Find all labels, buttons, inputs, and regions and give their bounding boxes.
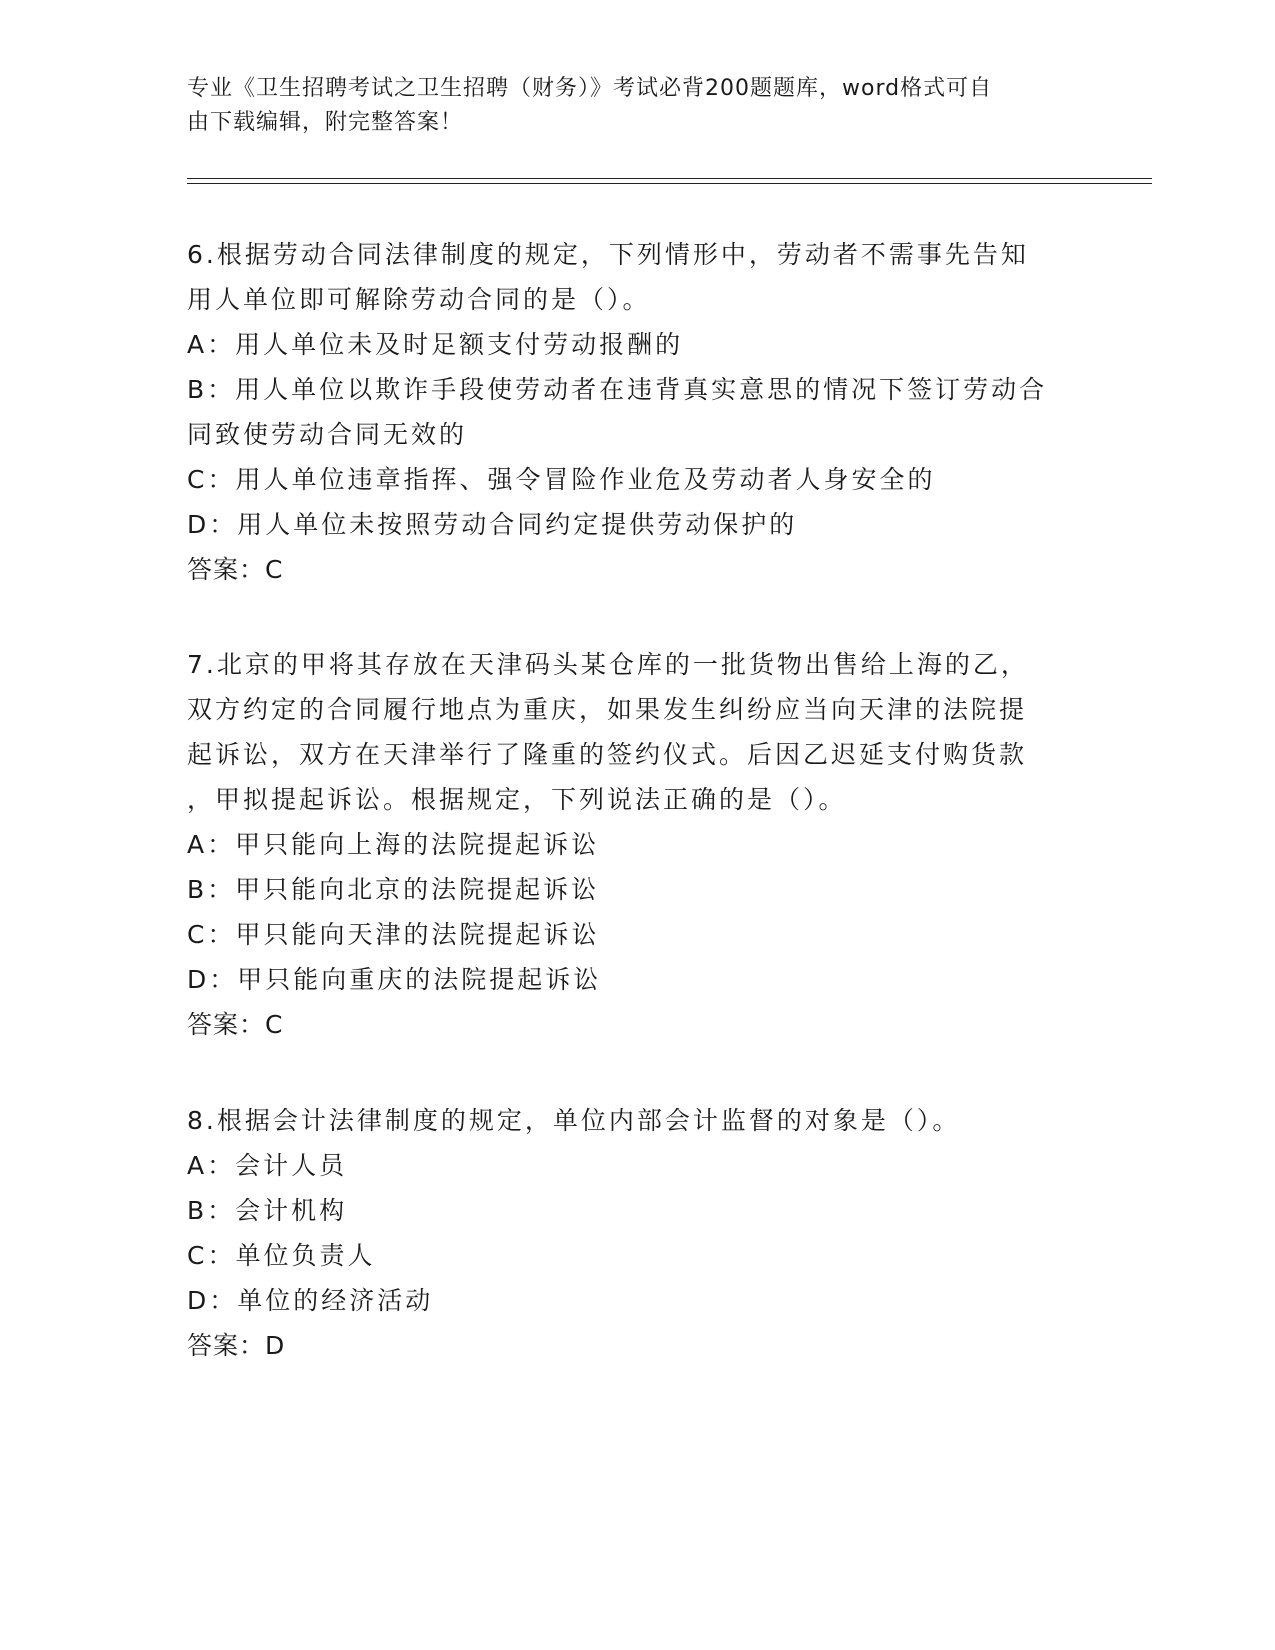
- question-6-stem-line-2: 用人单位即可解除劳动合同的是（）。: [187, 285, 651, 314]
- question-7: [187, 642, 1087, 1047]
- question-7-stem-line-3: 起诉讼，双方在天津举行了隆重的签约仪式。后因乙迟延支付购货款: [187, 740, 1028, 769]
- question-6: [187, 232, 1087, 592]
- question-6-option-b-line-1: B：用人单位以欺诈手段使劳动者在违背真实意思的情况下签订劳动合: [187, 375, 1048, 404]
- header-intro-line-1: 专业《卫生招聘考试之卫生招聘（财务）》考试必背200题题库，word格式可自: [187, 76, 993, 101]
- question-7-option-b: B：甲只能向北京的法院提起诉讼: [187, 875, 600, 904]
- header-divider-bottom: [187, 183, 1152, 184]
- question-6-option-d: D：用人单位未按照劳动合同约定提供劳动保护的: [187, 510, 798, 539]
- question-7-option-c: C：甲只能向天津的法院提起诉讼: [187, 920, 600, 949]
- question-8-option-a: A：会计人员: [187, 1151, 348, 1180]
- question-7-stem-line-4: ，甲拟提起诉讼。根据规定，下列说法正确的是（）。: [187, 785, 847, 814]
- question-8-stem-line-1: 8.根据会计法律制度的规定，单位内部会计监督的对象是（）。: [187, 1106, 961, 1135]
- question-7-option-a: A：甲只能向上海的法院提起诉讼: [187, 830, 600, 859]
- question-8-answer: 答案：D: [187, 1331, 286, 1360]
- question-6-stem-line-1: 6.根据劳动合同法律制度的规定，下列情形中，劳动者不需事先告知: [187, 240, 1029, 269]
- question-7-stem-line-1: 7.北京的甲将其存放在天津码头某仓库的一批货物出售给上海的乙，: [187, 650, 1029, 679]
- header-intro-line-2: 由下载编辑，附完整答案！: [187, 110, 464, 135]
- question-7-option-d: D：甲只能向重庆的法院提起诉讼: [187, 965, 602, 994]
- question-8-option-b: B：会计机构: [187, 1196, 348, 1225]
- question-7-answer: 答案：C: [187, 1010, 284, 1039]
- question-6-answer: 答案：C: [187, 555, 284, 584]
- question-8-option-d: D：单位的经济活动: [187, 1286, 434, 1315]
- document-header: [187, 72, 1067, 140]
- question-8-option-c: C：单位负责人: [187, 1241, 376, 1270]
- question-6-option-a: A：用人单位未及时足额支付劳动报酬的: [187, 330, 684, 359]
- question-7-stem-line-2: 双方约定的合同履行地点为重庆，如果发生纠纷应当向天津的法院提: [187, 695, 1028, 724]
- header-divider-top: [187, 178, 1152, 179]
- question-8: [187, 1098, 1087, 1368]
- question-6-option-b-line-2: 同致使劳动合同无效的: [187, 420, 468, 449]
- question-6-option-c: C：用人单位违章指挥、强令冒险作业危及劳动者人身安全的: [187, 465, 936, 494]
